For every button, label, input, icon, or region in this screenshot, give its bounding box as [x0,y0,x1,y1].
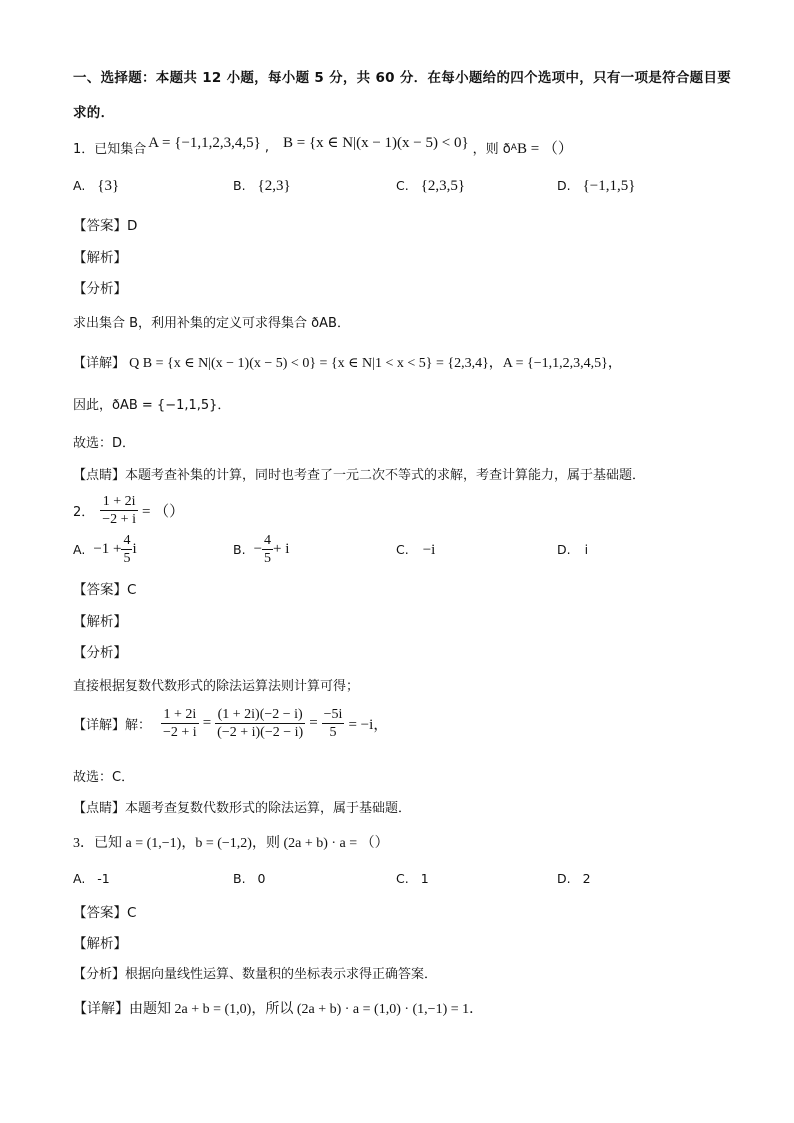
q2-detail-tag: 【详解】解： [73,718,152,733]
q1-option-c [396,178,465,195]
option-value: {2,3} [257,178,291,194]
q1-answer: 【答案】D [73,218,138,234]
option-label: D. [557,871,571,886]
q1-choose: 故选：D． [73,436,136,451]
q2-option-b [233,532,289,567]
q2-detail-frac2 [215,706,305,741]
q3-option-c [396,871,429,886]
numerator: 4 [123,533,131,548]
option-value: 2 [582,871,591,886]
numerator: (1 + 2i)(−2 − i) [215,706,305,724]
denominator: 5 [329,725,337,740]
numerator: 1 + 2i [161,706,199,724]
option-label: A. [73,871,86,886]
q2-option-a [73,532,137,567]
q1-stem: 1．已知集合 A = {−1,1,2,3,4,5} , B = {x ∈ N|(x − 1)(x − 5) < 0} ，则 ð A B = （） [73,135,573,157]
q2-fenxi-text: 直接根据复数代数形式的除法运算法则计算可得； [73,679,360,694]
denominator: (−2 + i)(−2 − i) [217,725,304,740]
q2-option-c [396,542,435,559]
q2-fenxi-tag: 【分析】 [73,645,127,661]
option-fraction [262,532,273,567]
option-label: B. [233,178,246,193]
q2-choose: 故选：C． [73,770,135,785]
denominator: 5 [123,551,131,566]
q2-comment: 【点睛】本题考查复数代数形式的除法运算，属于基础题． [73,801,412,816]
option-label: C. [396,871,409,886]
option-value: {−1,1,5} [582,178,636,194]
q3-option-d [557,871,591,886]
option-label: A. [73,542,86,557]
option-value: 1 [420,871,429,886]
q3-option-b [233,871,266,886]
q1-set-b: B = {x ∈ N|(x − 1)(x − 5) < 0} [283,135,469,151]
q1-detail-tag: 【详解】 [73,356,126,371]
q1-stem-prefix: 1．已知集合 [73,142,147,157]
option-value: -1 [97,871,110,886]
q3-fenxi: 【分析】根据向量线性运算、数量积的坐标表示求得正确答案． [73,967,438,982]
q2-detail-tail: = −i， [348,717,389,733]
q2-ask: = （） [141,504,185,520]
q1-ask-tail: B = （） [516,141,573,157]
q3-detail: 【详解】由题知 2a + b = (1,0)，所以 (2a + b) · a = (1,0) · (1,−1) = 1． [73,1002,484,1017]
option-pre: − [253,541,263,557]
q1-detail [73,352,622,372]
option-value: 0 [257,871,266,886]
q2-num: 2． [73,505,95,520]
q2-detail: 【详解】解： $\frac{1 + 2i}{-2 + i}$ = $\frac{(1 + 2i)(-2 - i)}{(-2 + i)(-2 - i)}$ = $\frac{-5i}{5}$ = −i， [73,707,389,740]
q1-fenxi-tag: 【分析】 [73,281,127,297]
q3-option-a [73,871,110,886]
q3-answer: 【答案】C [73,905,137,921]
q2-answer: 【答案】C [73,582,137,598]
q1-ask: ，则 ð [472,142,511,157]
denominator: 5 [264,551,272,566]
option-label: D. [557,542,571,557]
option-label: D. [557,178,571,193]
q2-stem [73,493,184,528]
option-label: C. [396,542,409,557]
q1-comment: 【点睛】本题考查补集的计算，同时也考查了一元二次不等式的求解，考查计算能力，属于基础题． [73,468,646,483]
option-post: + i [273,541,290,557]
q1-fenxi-text: 求出集合 B，利用补集的定义可求得集合 ðAB． [73,316,350,331]
option-label: B. [233,871,246,886]
denominator: −2 + i [163,725,197,740]
q3-stem: 3．已知 a = (1,−1)，b = (−1,2)，则 (2a + b) · a = （） [73,836,389,851]
q2-option-d [557,542,588,557]
option-label: C. [396,178,409,193]
q1-ask-sub: A [510,142,517,153]
q1-detail-text: Q B = {x ∈ N|(x − 1)(x − 5) < 0} = {x ∈ N|1 < x < 5} = {2,3,4}，A = {−1,1,2,3,4,5}， [129,356,622,371]
option-value: {3} [97,178,120,194]
option-value: {2,3,5} [420,178,466,194]
section-header-line2: 求的． [73,105,115,121]
numerator: 1 + 2i [100,493,138,511]
q1-option-b [233,178,291,195]
q2-detail-frac1 [161,706,199,741]
q1-therefore: 因此，ðAB = {−1,1,5}． [73,398,231,413]
section-header-line1: 一、选择题：本题共 12 小题，每小题 5 分，共 60 分．在每小题给的四个选项中，只有一项是符合题目要 [73,70,732,86]
q3-analysis-tag: 【解析】 [73,936,127,952]
option-value: −i [422,542,436,558]
option-label: A. [73,178,86,193]
numerator: −5i [323,707,343,722]
q2-detail-frac3 [322,706,345,741]
q1-analysis-tag: 【解析】 [73,250,127,266]
q1-option-d [557,178,635,195]
q2-analysis-tag: 【解析】 [73,614,127,630]
q1-option-a [73,178,119,195]
option-value: i [584,542,589,557]
option-pre: −1 + [93,541,122,557]
option-post: i [132,541,137,557]
option-fraction [121,532,132,567]
option-label: B. [233,542,246,557]
numerator: 4 [264,533,272,548]
q1-set-a: A = {−1,1,2,3,4,5} [148,135,261,151]
q2-fraction [100,493,138,528]
denominator: −2 + i [102,512,136,527]
